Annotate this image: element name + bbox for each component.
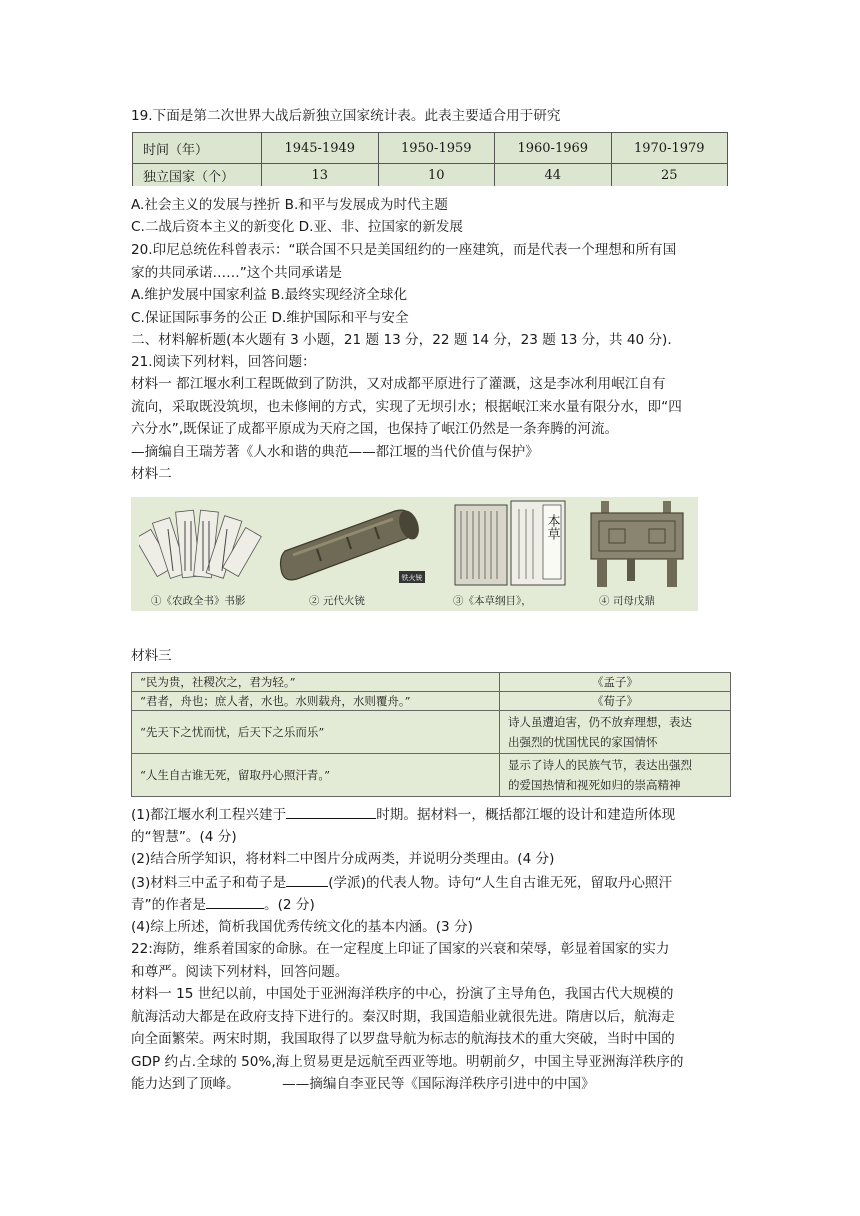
q20-stem-1: 20.印尼总统佐科曾表示：“联合国不只是美国纽约的一座建筑，而是代表一个理想和所有国	[131, 242, 677, 258]
q21-material1-line3: 六分水”,既保证了成都平原成为天府之国，也保持了岷江仍然是一条奔腾的河流。	[131, 421, 619, 437]
quote-note-line: 的爱国热情和视死如归的崇高精神	[508, 778, 681, 792]
q22-material1-line5	[131, 1074, 595, 1094]
table-cell: 13	[262, 164, 379, 187]
q21-sub3-middle: (学派)的代表人物。诗句“人生自古谁无死，留取丹心照汗	[328, 875, 673, 891]
quote-source: 《荀子》	[500, 692, 731, 711]
q22-material1-line4: GDP 约占.全球的 50%,海上贸易更是远航至西亚等地。明朝前夕，中国主导亚洲海洋秩序的	[131, 1054, 684, 1070]
bencao-book-image	[451, 499, 571, 591]
q19-options-ab: A.社会主义的发展与挫折 B.和平与发展成为时代主题	[131, 197, 448, 213]
table-cell: 1950-1959	[378, 133, 495, 164]
q22-material1-text: 能力达到了顶峰。	[131, 1076, 240, 1092]
q21-sub1-line2: 的“智慧”。(4 分)	[131, 829, 237, 845]
table-cell: 25	[611, 164, 728, 187]
bronze-ding-image	[579, 499, 697, 591]
photo-caption-3: ③《本草纲目》，	[453, 595, 532, 607]
quote-text: “人生自古谁无死，留取丹心照汗青。”	[132, 754, 500, 797]
table-cell: 44	[495, 164, 612, 187]
quote-note-line: 诗人虽遭迫害，仍不放弃理想，表达	[508, 715, 692, 729]
quote-text: “先天下之忧而忧，后天下之乐而乐”	[132, 711, 500, 754]
q22-material1-line1: 材料一 15 世纪以前，中国处于亚洲海洋秩序的中心，扮演了主导角色，我国古代大规模的	[131, 986, 674, 1002]
section-two-heading: 二、材料解析题(本火题有 3 小题，21 题 13 分，22 题 14 分，23 题 13 分，共 40 分).	[131, 332, 672, 348]
q21-material1-line2: 流向，采取既没筑坝，也未修闸的方式，实现了无坝引水；根据岷江来水量有限分水，即“四	[131, 399, 682, 415]
answer-blank[interactable]	[206, 894, 264, 909]
table-header-row	[133, 133, 728, 164]
q22-material1-line2: 航海活动大都是在政府支持下进行的。秦汉时期，我国造船业就很先进。隋唐以后，航海走	[131, 1009, 675, 1025]
q21-sub3-prefix: (3)材料三中孟子和荀子是	[131, 875, 287, 891]
q21-sub1-suffix: 时期。据材料一，概括都江堰的设计和建造所体现	[376, 807, 676, 823]
q20-options-ab: A.维护发展中国家利益 B.最终实现经济全球化	[131, 287, 408, 303]
table-row	[132, 673, 731, 692]
q21-sub2: (2)结合所学知识，将材料二中图片分成两类，并说明分类理由。(4 分)	[131, 851, 555, 867]
q21-material1-line1: 材料一 都江堰水利工程既做到了防洪，又对成都平原进行了灌溉，这是李冰利用岷江自有	[131, 376, 666, 392]
table-row	[132, 692, 731, 711]
material2-photo-strip	[131, 497, 698, 611]
photo-caption-2: ② 元代火铳	[309, 595, 365, 607]
q21-sub1-prefix: (1)都江堰水利工程兴建于	[131, 807, 287, 823]
q21-sub3-prefix2: 青”的作者是	[131, 897, 207, 913]
quote-note-line: 出强烈的忧国忧民的家国情怀	[508, 735, 658, 749]
table-row	[132, 754, 731, 797]
q21-sub1-line1	[131, 804, 675, 825]
q22-material1-line3: 向全面繁荣。两宋时期，我国取得了以罗盘导航为标志的航海技术的重大突破，当时中国的	[131, 1031, 675, 1047]
table-cell: 1970-1979	[611, 133, 728, 164]
material3-quote-table	[131, 672, 731, 797]
q21-material3-label: 材料三	[131, 648, 172, 664]
book-pages-image	[139, 501, 269, 591]
quote-note	[500, 754, 731, 797]
table-row	[132, 711, 731, 754]
bronze-gun-image	[277, 499, 427, 591]
photo-caption-4: ④ 司母戊鼎	[599, 595, 655, 607]
quote-note-line: 显示了诗人的民族气节，表达出强烈	[508, 758, 692, 772]
q19-stem: 19.下面是第二次世界大战后新独立国家统计表。此表主要适合用于研究	[131, 108, 561, 124]
q22-stem-2: 和尊严。阅读下列材料，回答问题。	[131, 964, 349, 980]
photo-caption-1: ①《农政全书》书影	[151, 595, 246, 607]
q21-sub3-suffix: 。(2 分)	[264, 897, 315, 913]
quote-text: “君者，舟也；庶人者，水也。水则载舟，水则覆舟。”	[132, 692, 500, 711]
q22-stem-1: 22:海防，维系着国家的命脉。在一定程度上印证了国家的兴衰和荣辱，彰显着国家的实力	[131, 941, 670, 957]
table-cell: 1960-1969	[495, 133, 612, 164]
q22-material1-source: ——摘编自李亚民等《国际海洋秩序引进中的中国》	[282, 1076, 595, 1092]
quote-text: “民为贵，社稷次之，君为轻。”	[132, 673, 500, 692]
table-cell: 10	[378, 164, 495, 187]
q21-sub4: (4)综上所述，简析我国优秀传统文化的基本内涵。(3 分)	[131, 919, 473, 935]
table-cell: 独立国家（个）	[133, 164, 262, 187]
quote-source: 《孟子》	[500, 673, 731, 692]
quote-note	[500, 711, 731, 754]
q20-stem-2: 家的共同承诺……”这个共同承诺是	[131, 265, 342, 281]
table-cell: 时间（年）	[133, 133, 262, 164]
book-cover-title: 本草	[544, 514, 560, 540]
answer-blank[interactable]	[286, 804, 376, 819]
q21-material1-source: —摘编自王瑞芳著《人水和谐的典范——都江堰的当代价值与保护》	[131, 444, 539, 460]
table-row	[133, 164, 728, 187]
q21-sub3-line2	[131, 894, 315, 915]
answer-blank[interactable]	[286, 872, 328, 887]
table-cell: 1945-1949	[262, 133, 379, 164]
independence-stats-table	[132, 132, 728, 186]
q20-options-cd: C.保证国际事务的公正 D.维护国际和平与安全	[131, 310, 409, 326]
gun-tag-label: 铁火铳	[401, 574, 423, 582]
q19-options-cd: C.二战后资本主义的新变化 D.亚、非、拉国家的新发展	[131, 219, 463, 235]
q21-stem: 21.阅读下列材料，回答问题：	[131, 354, 316, 370]
q21-material2-label: 材料二	[131, 466, 172, 482]
q21-sub3-line1	[131, 872, 672, 893]
